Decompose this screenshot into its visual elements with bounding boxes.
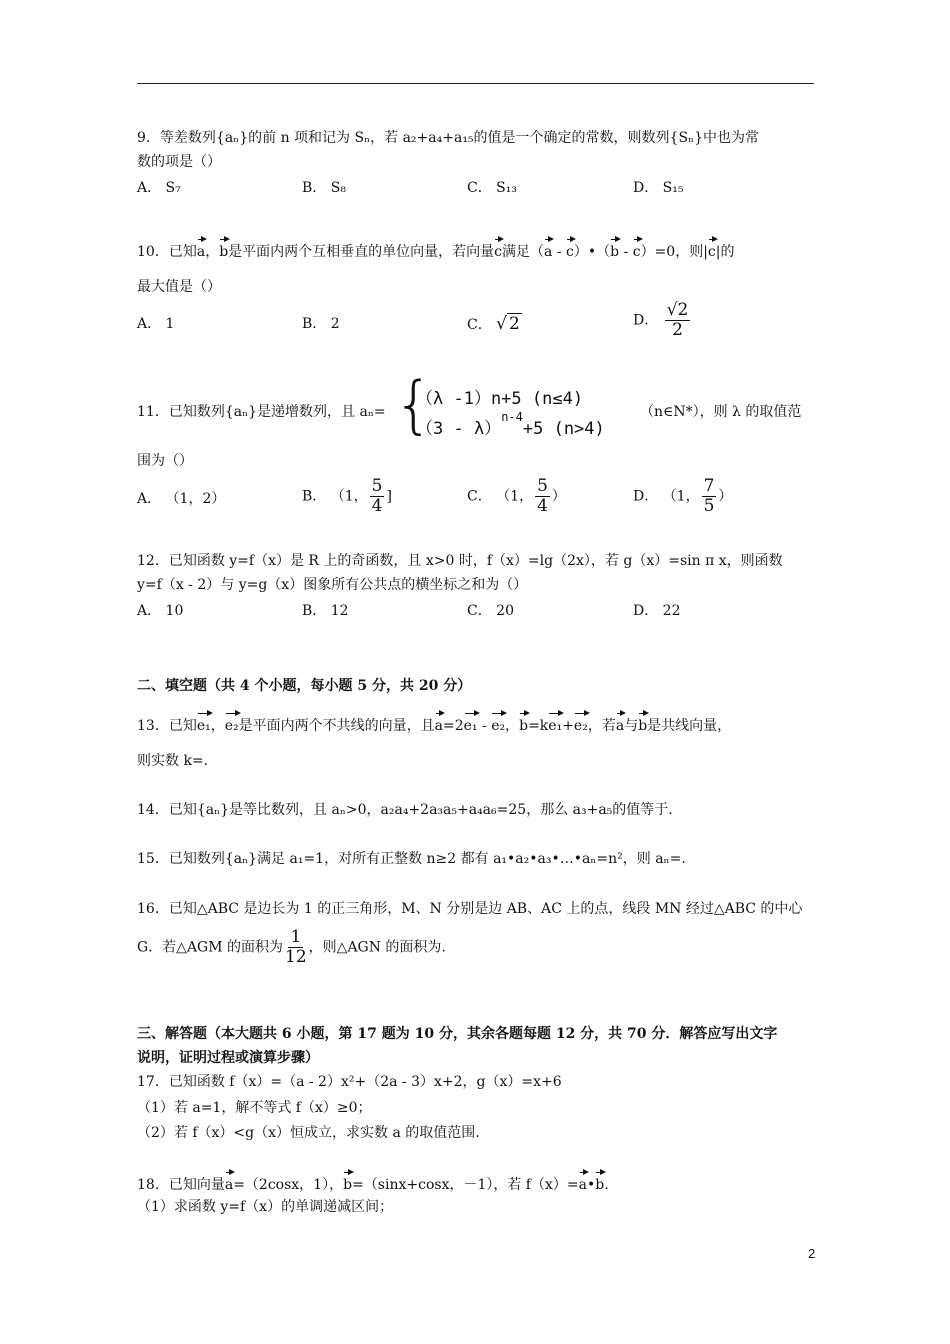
q9-option-c: C． S₁₃ — [467, 180, 517, 196]
vector-e2: e₂ — [225, 711, 239, 737]
q18-a-value: =（2cosx，1）， — [233, 1177, 344, 1193]
q11-option-c-suffix: ） — [551, 488, 566, 505]
vector-c: c — [633, 237, 641, 263]
case2-rest: +5 (n>4) — [522, 419, 605, 439]
q13-prefix: 13．已知 — [137, 718, 197, 734]
q13-text-mid: 是平面内两个不共线的向量，且 — [238, 718, 435, 734]
fraction-denominator: 5 — [703, 496, 715, 516]
q18-prefix: 18．已知向量 — [137, 1177, 225, 1193]
q12-option-a: A． 10 — [137, 603, 184, 619]
left-brace-icon: { — [394, 368, 434, 441]
fraction-denominator: 4 — [537, 496, 548, 516]
q12-option-d: D． 22 — [633, 603, 681, 619]
vector-b: b — [519, 711, 528, 737]
vector-a: a — [616, 711, 624, 737]
q11-line2: 围为（） — [137, 453, 193, 469]
q10-option-d-label: D． — [633, 312, 659, 329]
q13-end: 是共线向量， — [647, 718, 732, 734]
vector-a: a — [579, 1170, 587, 1196]
q10-option-c-label: C． — [467, 317, 492, 333]
fraction — [285, 928, 307, 967]
q10-option-a: A． 1 — [137, 316, 175, 332]
q13-plus: + — [562, 718, 574, 734]
q18-line1 — [137, 1170, 609, 1196]
vector-a: a — [435, 711, 443, 737]
q11-options — [137, 476, 817, 524]
fraction — [665, 301, 691, 340]
vector-c: c — [494, 237, 502, 263]
vector-e2: e₂ — [574, 711, 588, 737]
q17-line1: 17．已知函数 f（x）=（a - 2）x²+（2a - 3）x+2，g（x）=x+6 — [137, 1074, 562, 1090]
fraction — [535, 477, 550, 516]
piecewise-case-2 — [416, 410, 605, 439]
q12-option-b: B． 12 — [302, 603, 349, 619]
q17-line2: （1）若 a=1，解不等式 f（x）≥0； — [137, 1100, 372, 1116]
q13-comma: ， — [210, 718, 225, 734]
q11-option-c — [467, 477, 566, 516]
q11-option-d — [633, 477, 732, 516]
q14-text: 14．已知{aₙ}是等比数列，且 aₙ>0，a₂a₄+2a₃a₅+a₄a₆=25，那么 a₃+a₅的值等于. — [137, 802, 673, 818]
q10-line1 — [137, 237, 734, 263]
q10-line2: 最大值是（） — [137, 279, 221, 295]
q16-suffix: ，则△AGN 的面积为. — [308, 939, 446, 956]
q10-dot: ）•（ — [573, 244, 611, 260]
case2-exponent: n-4 — [501, 410, 523, 425]
q18-end: . — [604, 1177, 609, 1193]
vector-c: c — [566, 237, 574, 263]
q12-line2: y=f（x - 2）与 y=g（x）图象所有公共点的横坐标之和为（） — [137, 577, 528, 593]
q10-end: |的 — [715, 244, 735, 260]
header-rule — [137, 83, 814, 84]
q11-option-b-prefix: B． （1， — [302, 488, 368, 505]
q12-line1: 12．已知函数 y=f（x）是 R 上的奇函数，且 x>0 时，f（x）=lg（2x），若 g（x）=sin π x，则函数 — [137, 553, 783, 569]
q11-option-a: A． （1，2） — [137, 491, 226, 507]
q11-option-c-prefix: C． （1， — [467, 488, 534, 505]
q10-condition-open: 满足（ — [502, 244, 544, 260]
q18-line2: （1）求函数 y=f（x）的单调递减区间； — [137, 1199, 394, 1215]
piecewise-definition — [394, 368, 634, 444]
sqrt-symbol: √ 2 — [496, 314, 520, 334]
q10-options — [137, 300, 817, 349]
q9-option-d: D． S₁₅ — [633, 180, 684, 196]
q13-eq1: =2 — [443, 718, 464, 734]
q16-line2 — [137, 928, 446, 967]
q10-option-b: B． 2 — [302, 316, 340, 332]
vector-c: c — [708, 237, 716, 263]
page-number: 2 — [808, 1246, 816, 1261]
q18-b-value: =（sinx+cosx，－1），若 f（x）= — [352, 1177, 579, 1193]
q13-eqk: =k — [528, 718, 549, 734]
q10-prefix: 10．已知 — [137, 244, 197, 260]
q10-option-c — [467, 313, 522, 336]
vector-a: a — [544, 237, 552, 263]
q10-minus: - — [552, 244, 566, 260]
fraction-numerator: 5 — [371, 476, 383, 496]
q10-equals: ）=0，则| — [640, 244, 708, 260]
q11-option-b-suffix: ] — [386, 488, 392, 505]
q17-line3: （2）若 f（x）<g（x）恒成立，求实数 a 的取值范围. — [137, 1125, 480, 1141]
fraction-numerator: √2 — [666, 300, 689, 320]
fraction — [702, 477, 717, 516]
q10-option-d — [633, 301, 692, 340]
section-heading-solutions-cont: 说明，证明过程或演算步骤） — [137, 1050, 319, 1066]
fraction-numerator: 1 — [290, 927, 302, 947]
q18-dot: • — [586, 1177, 596, 1193]
fraction-denominator: 4 — [371, 496, 383, 516]
q15-text: 15．已知数列{aₙ}满足 a₁=1，对所有正整数 n≥2 都有 a₁•a₂•a₃•…•aₙ=n²，则 aₙ=. — [137, 851, 686, 867]
fraction-denominator: 12 — [285, 947, 307, 967]
section-heading-solutions: 三、解答题（本大题共 6 小题，第 17 题为 10 分，其余各题每题 12 分，共 70 分．解答应写出文字 — [137, 1026, 778, 1042]
vector-b: b — [610, 237, 619, 263]
vector-e1: e₁ — [197, 711, 211, 737]
q10-text-mid: 是平面内两个互相垂直的单位向量，若向量 — [228, 244, 495, 260]
q13-line1 — [137, 711, 731, 737]
vector-b: b — [219, 237, 228, 263]
vector-b: b — [638, 711, 647, 737]
q9-line2: 数的项是（） — [137, 154, 221, 170]
q11-prefix: 11．已知数列{aₙ}是递增数列，且 aₙ= — [137, 404, 386, 420]
q9-line1: 9．等差数列{aₙ}的前 n 项和记为 Sₙ，若 a₂+a₄+a₁₅的值是一个确定的常数，则数列{Sₙ}中也为常 — [137, 130, 760, 146]
q13-line2: 则实数 k=. — [137, 753, 209, 769]
vector-e1: e₁ — [464, 711, 478, 737]
q9-option-b: B． S₈ — [302, 180, 346, 196]
q9-option-a: A． S₇ — [137, 180, 181, 196]
vector-b: b — [343, 1170, 352, 1196]
vector-e1: e₁ — [548, 711, 562, 737]
q10-comma: ， — [205, 244, 220, 260]
q10-minus: - — [619, 244, 633, 260]
q12-options — [137, 600, 817, 626]
q11-suffix: （n∈N*），则 λ 的取值范 — [640, 404, 802, 420]
section-heading-fill-in: 二、填空题（共 4 个小题，每小题 5 分，共 20 分） — [137, 678, 472, 694]
q13-comma2: ， — [505, 718, 520, 734]
vector-a: a — [197, 237, 205, 263]
q11-option-d-suffix: ） — [718, 488, 733, 505]
q9-options — [137, 177, 817, 203]
fraction — [370, 477, 385, 516]
q16-line1: 16．已知△ABC 是边长为 1 的正三角形，M、N 分别是边 AB、AC 上的点，线段 MN 经过△ABC 的中心 — [137, 901, 803, 917]
fraction-numerator: 7 — [703, 476, 715, 496]
q13-yu: 与 — [624, 718, 639, 734]
q11-option-b — [302, 477, 392, 516]
q12-option-c: C． 20 — [467, 603, 514, 619]
q13-minus: - — [477, 718, 492, 734]
piecewise-case-1: （λ -1）n+5 (n≤4) — [416, 389, 584, 409]
fraction-numerator: 5 — [537, 476, 548, 496]
vector-a: a — [225, 1170, 233, 1196]
vector-e2: e₂ — [491, 711, 505, 737]
q16-prefix: G．若△AGM 的面积为 — [137, 939, 284, 956]
q11-option-d-prefix: D． （1， — [633, 488, 700, 505]
fraction-denominator: 2 — [672, 320, 683, 340]
vector-b: b — [595, 1170, 604, 1196]
q10-option-c-radicand: 2 — [509, 314, 520, 334]
case2-base: （3 - λ） — [416, 419, 502, 439]
q13-ruo: ，若 — [587, 718, 616, 734]
